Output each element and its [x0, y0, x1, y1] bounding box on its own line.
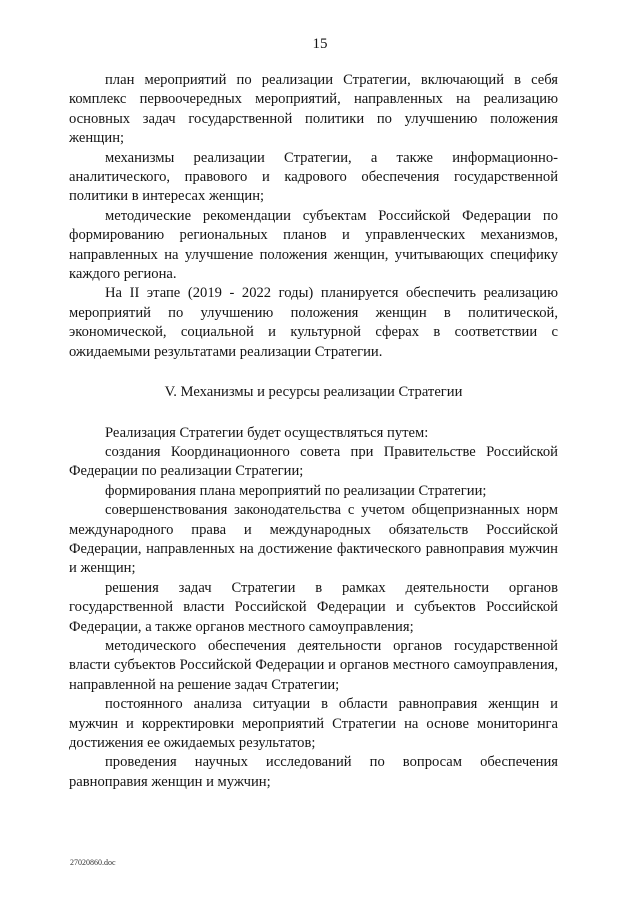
paragraph: проведения научных исследований по вопросам обеспечения равноправия женщин и мужчин; — [69, 754, 558, 790]
paragraph: механизмы реализации Стратегии, а также информационно-аналитического, правового и кадрового обеспечения государственной политики в интересах женщин; — [69, 149, 558, 205]
paragraph: На II этапе (2019 - 2022 годы) планируется обеспечить реализацию мероприятий по улучшению положения женщин в политической, экономической, социальной и культурной сферах в соответствии с ожидаемыми результатами реализации Стратегии. — [69, 285, 558, 360]
document-body — [69, 71, 558, 792]
paragraph: формирования плана мероприятий по реализации Стратегии; — [105, 482, 487, 499]
paragraph: Реализация Стратегии будет осуществляться путем: — [105, 424, 429, 441]
page-number: 15 — [312, 36, 328, 52]
paragraph: совершенствования законодательства с учетом общепризнанных норм международного права и международных обязательств Российской Федерации, направленных на достижение фактического равноправия мужчин и женщин; — [69, 502, 558, 577]
section-heading: V. Механизмы и ресурсы реализации Стратегии — [164, 384, 463, 401]
paragraph: методические рекомендации субъектам Российской Федерации по формированию региональных планов и управленческих механизмов, направленных на улучшение положения женщин, учитывающих специфику каждого региона. — [69, 207, 558, 283]
paragraph: план мероприятий по реализации Стратегии, включающий в себя комплекс первоочередных мероприятий, направленных на реализацию основных задач государственной политики по улучшению положения женщин; — [69, 72, 558, 147]
paragraph: создания Координационного совета при Правительстве Российской Федерации по реализации Стратегии; — [69, 443, 558, 480]
document-code-footer: 27020860.doc — [70, 858, 116, 867]
paragraph: постоянного анализа ситуации в области равноправия женщин и мужчин и корректировки мероприятий Стратегии на основе мониторинга достижения ее ожидаемых результатов; — [69, 696, 558, 751]
paragraph: методического обеспечения деятельности органов государственной власти субъектов Российской Федерации и органов местного самоуправления, направленной на решение задач Стратегии; — [69, 637, 558, 693]
paragraph: решения задач Стратегии в рамках деятельности органов государственной власти Российской Федерации и субъектов Российской Федерации, а также органов местного самоуправления; — [69, 579, 558, 635]
